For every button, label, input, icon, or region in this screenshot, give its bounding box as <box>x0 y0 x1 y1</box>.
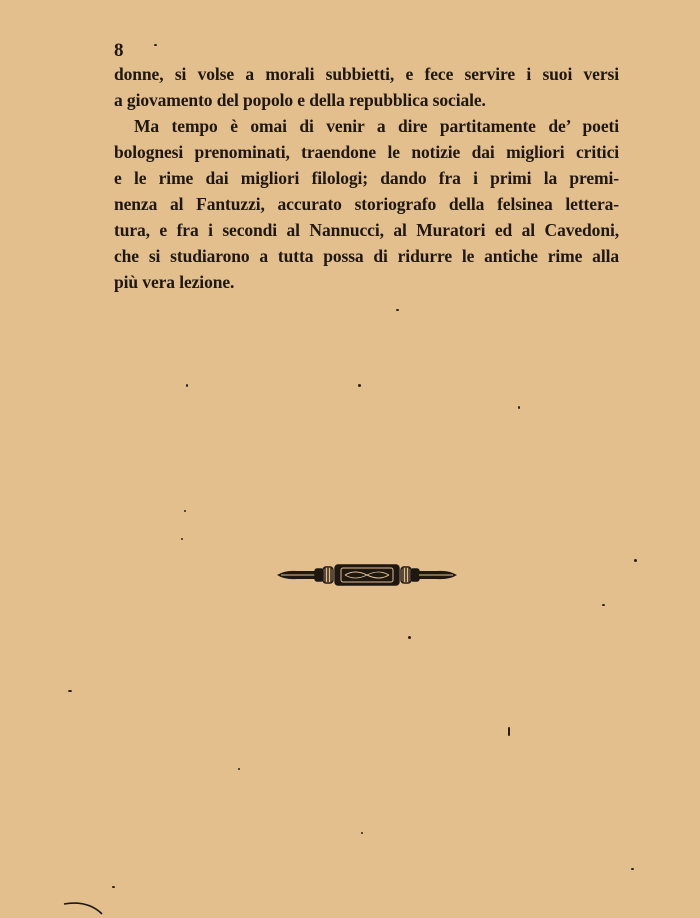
text-line: bolognesi prenominati, traendone le notizie dai migliori critici <box>114 142 619 162</box>
ink-speck <box>396 309 399 311</box>
tailpiece-ornament-icon <box>275 562 459 588</box>
ink-speck <box>631 868 634 870</box>
corner-mark-icon <box>62 898 106 916</box>
ink-speck <box>518 406 520 409</box>
ink-speck <box>238 768 240 770</box>
ink-speck <box>112 886 115 888</box>
text-line: che si studiarono a tutta possa di ridurre le antiche rime alla <box>114 246 619 266</box>
ink-speck <box>184 510 186 512</box>
ink-speck <box>358 384 361 387</box>
text-line: Ma tempo è omai di venir a dire partitamente de’ poeti <box>134 116 619 136</box>
ink-speck <box>154 44 157 46</box>
text-line: nenza al Fantuzzi, accurato storiografo della felsinea lettera- <box>114 194 619 214</box>
text-line: tura, e fra i secondi al Nannucci, al Muratori ed al Cavedoni, <box>114 220 619 240</box>
text-line: e le rime dai migliori filologi; dando fra i primi la premi- <box>114 168 619 188</box>
ink-speck <box>68 690 72 692</box>
ink-speck <box>634 559 637 562</box>
text-line: donne, si volse a morali subbietti, e fece servire i suoi versi <box>114 64 619 84</box>
ink-speck <box>602 604 605 606</box>
text-line: a giovamento del popolo e della repubblica sociale. <box>114 90 486 110</box>
ink-speck <box>361 832 363 834</box>
ink-speck <box>408 636 411 639</box>
ink-speck <box>186 384 188 387</box>
ink-speck <box>508 727 510 736</box>
ink-speck <box>181 538 183 540</box>
page-number: 8 <box>114 40 124 61</box>
text-block <box>114 61 619 295</box>
text-line: più vera lezione. <box>114 272 235 292</box>
